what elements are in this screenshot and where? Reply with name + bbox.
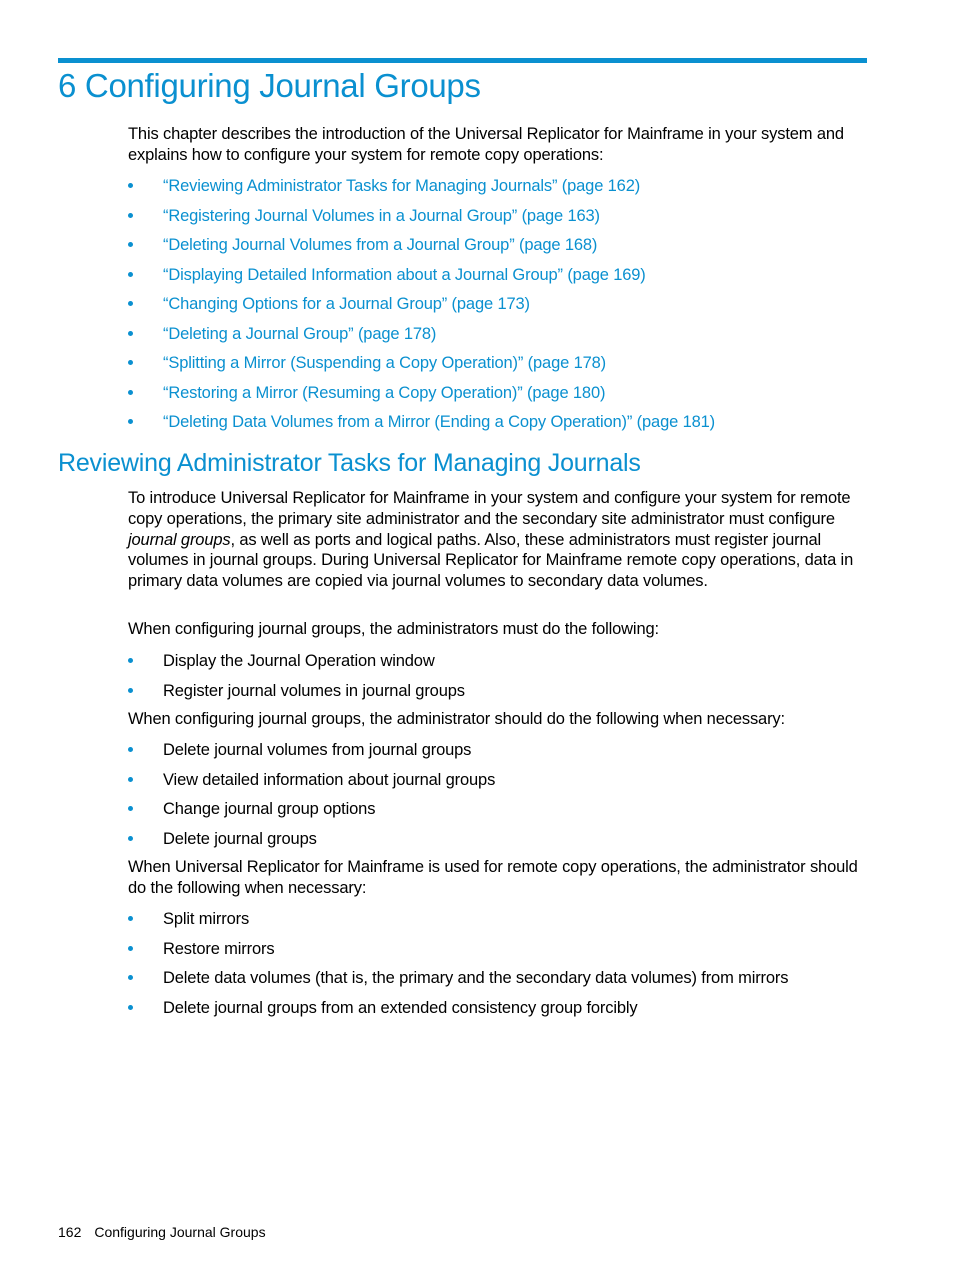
bullet-icon xyxy=(128,242,133,247)
section-paragraph-2: When configuring journal groups, the administrators must do the following: xyxy=(128,620,659,638)
bullet-icon xyxy=(128,360,133,365)
chapter-intro: This chapter describes the introduction of the Universal Replicator for Mainframe in your system and explains how to configure your system for remote copy operations: xyxy=(128,125,844,164)
list-item-text: Display the Journal Operation window xyxy=(163,652,435,670)
list-item-text: Delete data volumes (that is, the primary and the secondary data volumes) from mirrors xyxy=(163,969,789,987)
bullet-icon xyxy=(128,390,133,395)
chapter-rule xyxy=(58,58,867,63)
chapter-title: 6 Configuring Journal Groups xyxy=(58,67,481,104)
bullet-icon xyxy=(128,1005,133,1010)
bullet-icon xyxy=(128,272,133,277)
paragraph-text: To introduce Universal Replicator for Mainframe in your system and configure your system for remote copy operations, the primary site administrator and the secondary site administrator must configure xyxy=(128,489,851,528)
list-item-text: View detailed information about journal groups xyxy=(163,770,496,789)
toc-link[interactable]: “Deleting Journal Volumes from a Journal Group” (page 168) xyxy=(163,236,598,254)
toc-link[interactable]: “Splitting a Mirror (Suspending a Copy Operation)” (page 178) xyxy=(163,354,606,372)
bullet-icon xyxy=(128,747,133,752)
bullet-icon xyxy=(128,836,133,841)
bullet-icon xyxy=(128,916,133,921)
list-item-text: Split mirrors xyxy=(163,910,250,928)
bullet-icon xyxy=(128,301,133,306)
bullet-icon xyxy=(128,331,133,336)
section-paragraph-3: When configuring journal groups, the administrator should do the following when necessary: xyxy=(128,710,785,728)
bullet-icon xyxy=(128,688,133,693)
list-item-text: Change journal group options xyxy=(163,800,376,818)
section-title: Reviewing Administrator Tasks for Managing Journals xyxy=(58,449,641,477)
page-number: 162 xyxy=(58,1224,82,1240)
toc-link[interactable]: “Changing Options for a Journal Group” (page 173) xyxy=(163,295,530,313)
list-item-text: Delete journal groups xyxy=(163,829,317,848)
list-item-text: Restore mirrors xyxy=(163,939,275,958)
bullet-icon xyxy=(128,658,133,663)
toc-link[interactable]: “Restoring a Mirror (Resuming a Copy Operation)” (page 180) xyxy=(163,383,606,402)
running-title: Configuring Journal Groups xyxy=(94,1224,266,1240)
toc-link[interactable]: “Deleting a Journal Group” (page 178) xyxy=(163,324,437,343)
bullet-icon xyxy=(128,946,133,951)
bullet-icon xyxy=(128,975,133,980)
bullet-icon xyxy=(128,806,133,811)
toc-link[interactable]: “Deleting Data Volumes from a Mirror (Ending a Copy Operation)” (page 181) xyxy=(163,413,715,431)
page-footer xyxy=(58,1222,266,1242)
paragraph-text: , as well as ports and logical paths. Also, these administrators must register journal volumes in journal groups. During Universal Replicator for Mainframe remote copy operations, data in primary data volumes are copied via journal volumes to secondary data volumes. xyxy=(128,530,854,591)
toc-link[interactable]: “Registering Journal Volumes in a Journal Group” (page 163) xyxy=(163,206,600,225)
list-item-text: Delete journal volumes from journal groups xyxy=(163,741,472,759)
section-paragraph-1 xyxy=(128,488,870,592)
bullet-icon xyxy=(128,419,133,424)
list-item-text: Delete journal groups from an extended consistency group forcibly xyxy=(163,998,638,1017)
section-paragraph-4: When Universal Replicator for Mainframe is used for remote copy operations, the administrator should do the following when necessary: xyxy=(128,858,858,897)
toc-link[interactable]: “Displaying Detailed Information about a Journal Group” (page 169) xyxy=(163,265,646,284)
bullet-icon xyxy=(128,777,133,782)
list-item-text: Register journal volumes in journal groups xyxy=(163,681,465,700)
bullet-icon xyxy=(128,183,133,188)
bullet-icon xyxy=(128,213,133,218)
emphasis-text: journal groups xyxy=(128,530,231,549)
toc-link[interactable]: “Reviewing Administrator Tasks for Managing Journals” (page 162) xyxy=(163,177,641,195)
